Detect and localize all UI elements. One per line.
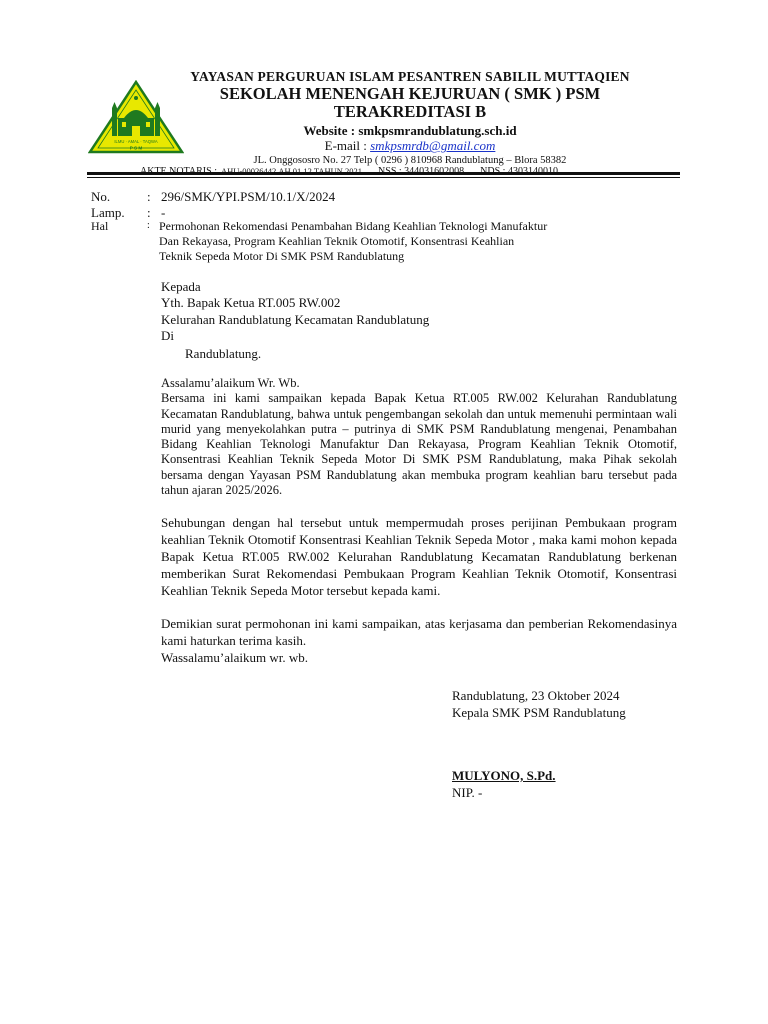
colon: : [147, 189, 151, 204]
accreditation: TERAKREDITASI B [333, 102, 487, 122]
signature-block [452, 687, 626, 801]
attachment-label: Lamp. [91, 205, 125, 220]
svg-text:ILMU · AMAL · TAQWA: ILMU · AMAL · TAQWA [114, 139, 158, 144]
colon: : [147, 220, 150, 231]
number-label: No. [91, 189, 111, 204]
kepada: Kepada [161, 279, 201, 294]
letterhead [140, 70, 680, 178]
school-address: JL. Onggososro No. 27 Telp ( 0296 ) 810968 Randublatung – Blora 58382 [253, 155, 567, 167]
place-date: Randublatung, 23 Oktober 2024 [452, 688, 620, 703]
signatory-name: MULYONO, S.Pd. [452, 768, 556, 783]
recipient-line: Kelurahan Randublatung Kecamatan Randublatung [161, 311, 430, 327]
signatory-title: Kepala SMK PSM Randublatung [452, 705, 626, 720]
paragraph: Sehubungan dengan hal tersebut untuk mempermudah proses perijinan Pembukaan program keahlian Teknik Otomotif Konsentrasi Keahlian Teknik Sepeda Motor , maka kami mohon kepada Bapak Ketua RT.005 RW.002 Kelurahan Randublatung Kecamatan Randublatung berkenan memberikan Surat Rekomendasi Pembukaan Program Keahlian Teknik Otomotif, Konsentrasi Keahlian Teknik Sepeda Motor tersebut kepada kami. [161, 515, 677, 599]
school-name: SEKOLAH MENENGAH KEJURUAN ( SMK ) PSM [219, 84, 601, 104]
greeting: Assalamu’alaikum Wr. Wb. [161, 376, 300, 390]
subject-value [159, 219, 679, 264]
letter-body [161, 376, 677, 666]
closing-greeting: Wassalamu’alaikum wr. wb. [161, 650, 308, 666]
di: Di [161, 327, 174, 343]
svg-text:P S M: P S M [129, 145, 143, 151]
website: Website : smkpsmrandublatung.sch.id [303, 122, 517, 138]
email-label: E-mail : [324, 138, 371, 154]
recipient-place: Randublatung. [185, 346, 262, 362]
signatory-nip: NIP. - [452, 785, 483, 800]
colon: : [147, 205, 151, 220]
recipient-line: Yth. Bapak Ketua RT.005 RW.002 [161, 295, 341, 311]
subject-label: Hal [91, 219, 109, 233]
subject-line: Dan Rekayasa, Program Keahlian Teknik Otomotif, Konsentrasi Keahlian [159, 234, 515, 248]
paragraph: Bersama ini kami sampaikan kepada Bapak Ketua RT.005 RW.002 Kelurahan Randublatung Kecamatan Randublatung, bahwa untuk pengembangan sekolah dan untuk memenuhi permintaan wali murid yang menyekolahkan putra – putrinya di SMK PSM Randublatung mengenai, Penambahan Bidang Keahlian Teknologi Manufaktur Dan Rekayasa, Program Keahlian Teknik Otomotif, Konsentrasi Keahlian Teknik Sepeda Motor Di SMK PSM Randublatung, maka Pihak sekolah bersama dengan Yayasan PSM Randublatung akan membuka program keahlian baru tersebut pada tahun ajaran 2025/2026. [161, 391, 677, 498]
email-link[interactable]: smkpsmrdb@gmail.com [370, 138, 496, 154]
letterhead-divider-thin [87, 177, 680, 178]
letterhead-divider-thick [87, 172, 680, 175]
paragraph: Demikian surat permohonan ini kami sampaikan, atas kerjasama dan pemberian Rekomendasinya kami haturkan terima kasih. [161, 616, 677, 649]
subject-line: Permohonan Rekomendasi Penambahan Bidang Keahlian Teknologi Manufaktur [159, 219, 548, 233]
number-value: 296/SMK/YPI.PSM/10.1/X/2024 [161, 189, 336, 204]
email-line [140, 139, 680, 153]
subject-line: Teknik Sepeda Motor Di SMK PSM Randublatung [159, 249, 405, 263]
foundation-name: YAYASAN PERGURUAN ISLAM PESANTREN SABILIL MUTTAQIEN [190, 69, 630, 84]
recipient-address [161, 279, 429, 362]
attachment-value: - [161, 205, 166, 220]
